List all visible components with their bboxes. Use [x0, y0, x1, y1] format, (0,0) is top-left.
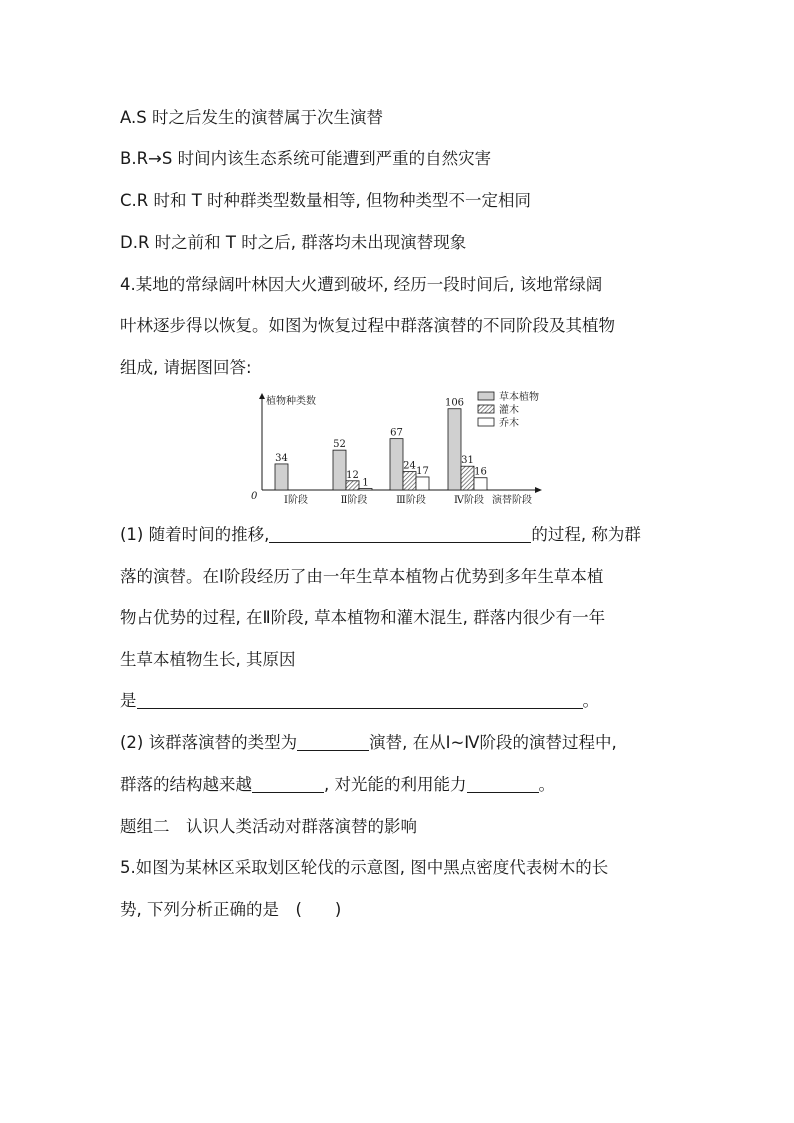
data-label: 34 [275, 452, 288, 464]
option-b: B.R→S 时间内该生态系统可能遭到严重的自然灾害 [120, 149, 492, 168]
x-tick-label: Ⅳ阶段 [454, 495, 484, 506]
answer-blank-1[interactable] [269, 524, 531, 543]
q4-sub2-line1 [120, 731, 617, 755]
data-label: 12 [346, 469, 359, 481]
data-label: 67 [390, 427, 403, 439]
bar [359, 489, 372, 491]
q4-stem-line1: 4.某地的常绿阔叶林因大火遭到破坏, 经历一段时间后, 该地常绿阔 [120, 275, 603, 294]
group2-title: 题组二 认识人类活动对群落演替的影响 [120, 817, 417, 836]
legend-swatch [478, 405, 494, 413]
x-axis-label: 演替阶段 [492, 495, 532, 506]
q4-sub1-period: 。 [582, 691, 599, 710]
q5-stem-line2: 势, 下列分析正确的是 ( ) [120, 900, 342, 919]
x-axis-arrow [535, 487, 542, 493]
bar [416, 477, 429, 490]
x-tick-label: Ⅲ阶段 [396, 495, 426, 506]
legend-swatch [478, 392, 494, 400]
legend-label: 乔木 [499, 418, 519, 429]
answer-blank-5[interactable] [467, 774, 539, 793]
bar [403, 472, 416, 490]
bar [474, 478, 487, 490]
q5-stem-line1: 5.如图为某林区采取划区轮伐的示意图, 图中黑点密度代表树木的长 [120, 858, 609, 877]
q4-sub1-text-b: 的过程, 称为群 [531, 525, 641, 544]
bar [390, 439, 403, 490]
bar [333, 450, 346, 490]
x-tick-label: Ⅰ阶段 [284, 495, 308, 506]
data-label: 106 [444, 397, 465, 409]
legend-label: 灌木 [499, 405, 519, 416]
bar [275, 464, 288, 490]
answer-blank-4[interactable] [252, 774, 324, 793]
data-label: 52 [333, 439, 346, 451]
q4-sub2-text-b: 演替, 在从Ⅰ~Ⅳ阶段的演替过程中, [369, 733, 617, 752]
q4-sub2-text-c: 群落的结构越来越 [120, 775, 252, 794]
q4-sub1-line2: 落的演替。在Ⅰ阶段经历了由一年生草本植物占优势到多年生草本植 [120, 567, 604, 586]
bar [461, 466, 474, 490]
legend-swatch [478, 418, 494, 426]
q4-sub1-line4: 生草本植物生长, 其原因 [120, 650, 296, 669]
answer-blank-2[interactable] [137, 690, 583, 709]
bar [448, 409, 461, 490]
q4-sub2-text-d: , 对光能的利用能力 [324, 775, 467, 794]
option-c: C.R 时和 T 时种群类型数量相等, 但物种类型不一定相同 [120, 191, 532, 210]
q4-sub1-line3: 物占优势的过程, 在Ⅱ阶段, 草本植物和灌木混生, 群落内很少有一年 [120, 608, 606, 627]
x-tick-label: Ⅱ阶段 [340, 495, 368, 506]
data-label: 31 [461, 455, 474, 467]
answer-blank-3[interactable] [297, 732, 369, 751]
q4-sub2-text-e: 。 [538, 775, 555, 794]
data-label: 17 [416, 465, 429, 477]
y-axis-arrow [259, 393, 265, 399]
q4-sub2-text-a: (2) 该群落演替的类型为 [120, 733, 298, 752]
option-a: A.S 时之后发生的演替属于次生演替 [120, 108, 383, 127]
option-d: D.R 时之前和 T 时之后, 群落均未出现演替现象 [120, 233, 467, 252]
q4-sub1-line1 [120, 523, 641, 547]
data-label: 24 [403, 460, 416, 472]
succession-bar-chart [244, 386, 554, 506]
data-label: 1 [362, 477, 369, 489]
y-axis-label: 植物种类数 [266, 396, 316, 407]
data-label: 16 [474, 466, 487, 478]
q4-stem-line2: 叶林逐步得以恢复。如图为恢复过程中群落演替的不同阶段及其植物 [120, 316, 615, 335]
q4-sub2-line2 [120, 773, 555, 797]
bar [346, 481, 359, 490]
q4-sub1-text-a: (1) 随着时间的推移, [120, 525, 270, 544]
origin-label: 0 [251, 491, 258, 502]
q4-sub1-line5 [120, 689, 599, 713]
q4-sub1-shi: 是 [120, 691, 137, 710]
legend-label: 草本植物 [499, 392, 539, 403]
q4-stem-line3: 组成, 请据图回答: [120, 358, 252, 377]
